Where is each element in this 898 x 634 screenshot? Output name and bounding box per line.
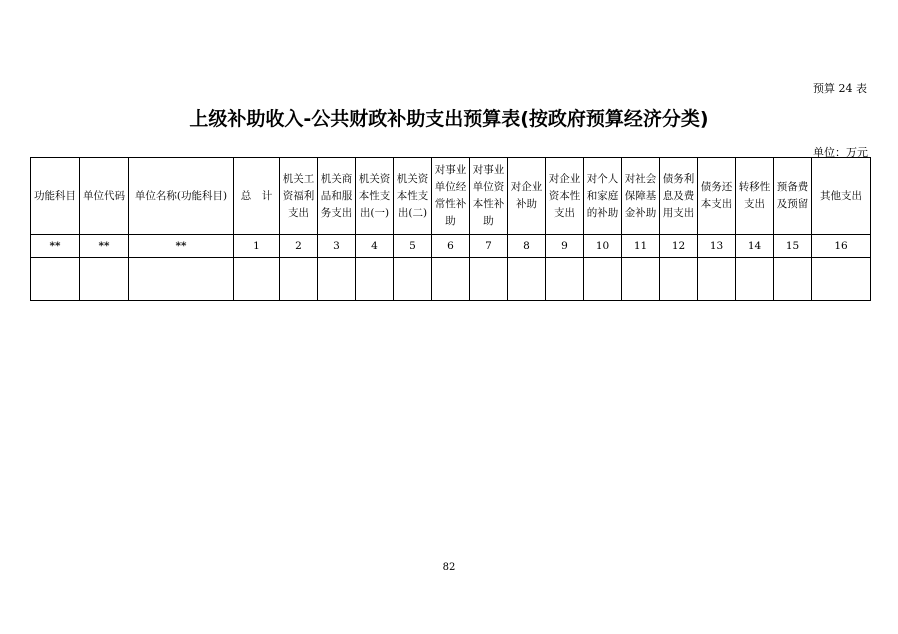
col-header: 机关商品和服务支出	[318, 158, 356, 235]
data-cell	[812, 258, 871, 301]
col-header: 债务利息及费用支出	[660, 158, 698, 235]
col-header: 机关资本性支出(一)	[356, 158, 394, 235]
col-code: 2	[280, 235, 318, 258]
col-code: 6	[432, 235, 470, 258]
col-header: 对企业资本性支出	[546, 158, 584, 235]
col-header: 对事业单位资本性补助	[470, 158, 508, 235]
col-header: 对企业补助	[508, 158, 546, 235]
col-code: 16	[812, 235, 871, 258]
col-header: 单位代码	[80, 158, 129, 235]
data-cell	[584, 258, 622, 301]
empty-data-row	[31, 258, 871, 301]
unit-label: 单位：万元	[813, 146, 868, 159]
col-header: 机关资本性支出(二)	[394, 158, 432, 235]
data-cell	[774, 258, 812, 301]
col-code: 12	[660, 235, 698, 258]
col-header: 功能科目	[31, 158, 80, 235]
col-header: 债务还本支出	[698, 158, 736, 235]
col-code: 4	[356, 235, 394, 258]
col-header: 预备费及预留	[774, 158, 812, 235]
data-cell	[394, 258, 432, 301]
col-code: 5	[394, 235, 432, 258]
data-cell	[698, 258, 736, 301]
col-header: 机关工资福利支出	[280, 158, 318, 235]
data-cell	[280, 258, 318, 301]
col-code: 1	[234, 235, 280, 258]
col-header: 对事业单位经常性补助	[432, 158, 470, 235]
col-code: 7	[470, 235, 508, 258]
data-cell	[432, 258, 470, 301]
data-cell	[508, 258, 546, 301]
col-header: 转移性支出	[736, 158, 774, 235]
form-number: 预算 24 表	[813, 82, 867, 95]
col-header: 单位名称(功能科目)	[129, 158, 234, 235]
data-cell	[546, 258, 584, 301]
col-code: 3	[318, 235, 356, 258]
page-number: 82	[442, 562, 456, 573]
data-cell	[736, 258, 774, 301]
col-code: 8	[508, 235, 546, 258]
data-cell	[129, 258, 234, 301]
data-cell	[660, 258, 698, 301]
page-title: 上级补助收入-公共财政补助支出预算表(按政府预算经济分类)	[189, 108, 709, 130]
col-code: **	[129, 235, 234, 258]
col-code: 15	[774, 235, 812, 258]
code-row	[31, 235, 871, 258]
header-row	[31, 158, 871, 235]
col-code: 10	[584, 235, 622, 258]
data-cell	[622, 258, 660, 301]
data-cell	[356, 258, 394, 301]
col-code: 9	[546, 235, 584, 258]
data-cell	[31, 258, 80, 301]
col-code: **	[80, 235, 129, 258]
col-code: **	[31, 235, 80, 258]
col-code: 11	[622, 235, 660, 258]
col-code: 14	[736, 235, 774, 258]
col-header: 对社会保障基金补助	[622, 158, 660, 235]
col-header: 对个人和家庭的补助	[584, 158, 622, 235]
data-cell	[470, 258, 508, 301]
budget-table	[30, 157, 871, 301]
data-cell	[318, 258, 356, 301]
col-header: 其他支出	[812, 158, 871, 235]
data-cell	[80, 258, 129, 301]
col-code: 13	[698, 235, 736, 258]
col-header: 总 计	[234, 158, 280, 235]
data-cell	[234, 258, 280, 301]
